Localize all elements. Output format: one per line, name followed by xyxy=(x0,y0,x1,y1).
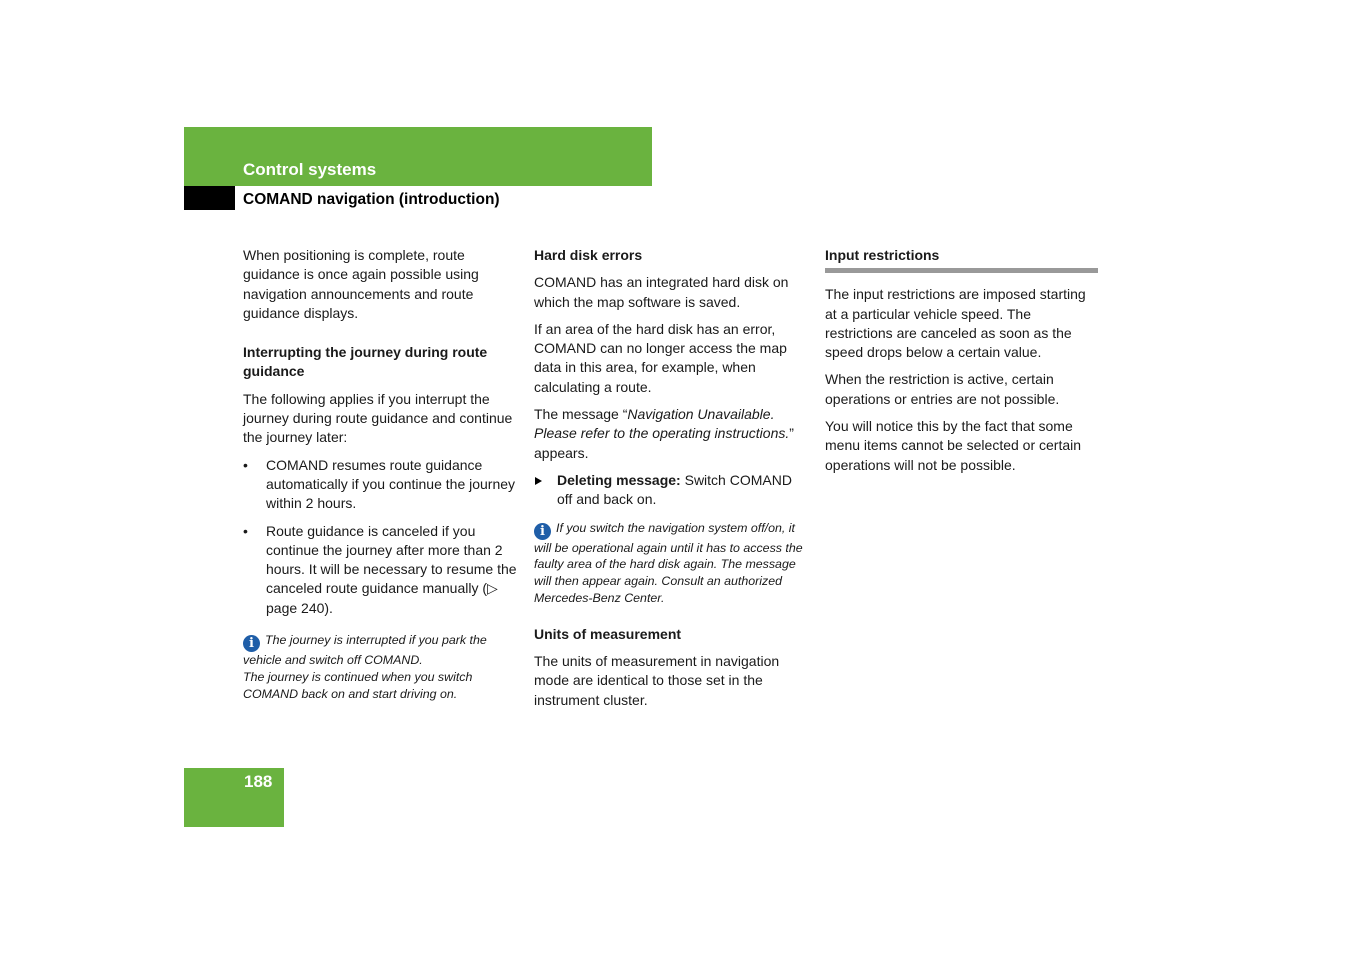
info-note xyxy=(534,520,809,607)
message-text: Navigation Unavailable. Please refer to the operating instructions. xyxy=(534,406,790,442)
column-right xyxy=(825,246,1098,483)
instruction-step xyxy=(534,471,809,510)
list-item xyxy=(243,522,518,618)
list-item-text: Route guidance is canceled if you continue the journey after more than 2 hours. It will be necessary to resume the canceled route guidance manually (▷ page 240). xyxy=(266,522,517,616)
column-left xyxy=(243,246,518,710)
section-title: Control systems xyxy=(243,160,377,179)
note-text-line2: The journey is continued when you switch COMAND back on and start driving on. xyxy=(243,669,473,701)
list-item-text: COMAND resumes route guidance automatically if you continue the journey within 2 hours. xyxy=(266,456,516,512)
bullet-icon: • xyxy=(243,456,248,473)
list-item xyxy=(243,456,518,514)
note-text-line1: The journey is interrupted if you park the vehicle and switch off COMAND. xyxy=(243,633,487,668)
column-middle xyxy=(534,246,809,718)
restrictions-paragraph-2: When the restriction is active, certain operations or entries are not possible. xyxy=(825,371,1060,407)
heading-units-of-measurement: Units of measurement xyxy=(534,625,682,642)
intro-paragraph: When positioning is complete, route guidance is once again possible using navigation announcements and route guidance displays. xyxy=(243,247,479,321)
heading-hard-disk-errors: Hard disk errors xyxy=(534,247,643,263)
info-note xyxy=(243,632,518,702)
section-tab-marker xyxy=(184,186,235,210)
restrictions-paragraph-1: The input restrictions are imposed starting at a particular vehicle speed. The restrictions are canceled as soon as the speed drops below a certain value. xyxy=(825,286,1086,361)
message-prefix: The message “ xyxy=(534,406,628,423)
arrow-right-icon xyxy=(535,477,542,485)
info-icon: i xyxy=(243,635,260,652)
units-paragraph: The units of measurement in navigation mode are identical to those set in the instrument cluster. xyxy=(534,653,780,708)
subsection-title: COMAND navigation (introduction) xyxy=(243,191,500,208)
hard-disk-paragraph: COMAND has an integrated hard disk on which the map software is saved. xyxy=(534,274,789,310)
heading-interrupting-journey: Interrupting the journey during route guidance xyxy=(243,344,488,380)
message-paragraph xyxy=(534,405,809,463)
heading-input-restrictions: Input restrictions xyxy=(825,246,1098,273)
step-label: Deleting message: xyxy=(557,471,681,488)
page-number: 188 xyxy=(244,772,273,791)
restrictions-paragraph-3: You will notice this by the fact that some menu items cannot be selected or certain operations will not be possible. xyxy=(825,418,1082,473)
hard-disk-error-paragraph: If an area of the hard disk has an error, COMAND can no longer access the map data in this area, for example, when calculating a route. xyxy=(534,320,787,395)
note-text: If you switch the navigation system off/on, it will be operational again until it has to access the faulty area of the hard disk again. The message will then appear again. Consult an authorized Mercedes-Benz Center. xyxy=(534,520,803,605)
message-suffix: ” appears. xyxy=(534,425,794,461)
step-text: Switch COMAND off and back on. xyxy=(557,471,792,508)
interrupt-paragraph: The following applies if you interrupt the journey during route guidance and continue the journey later: xyxy=(243,390,513,446)
info-icon: i xyxy=(534,523,551,540)
bullet-icon: • xyxy=(243,522,248,539)
